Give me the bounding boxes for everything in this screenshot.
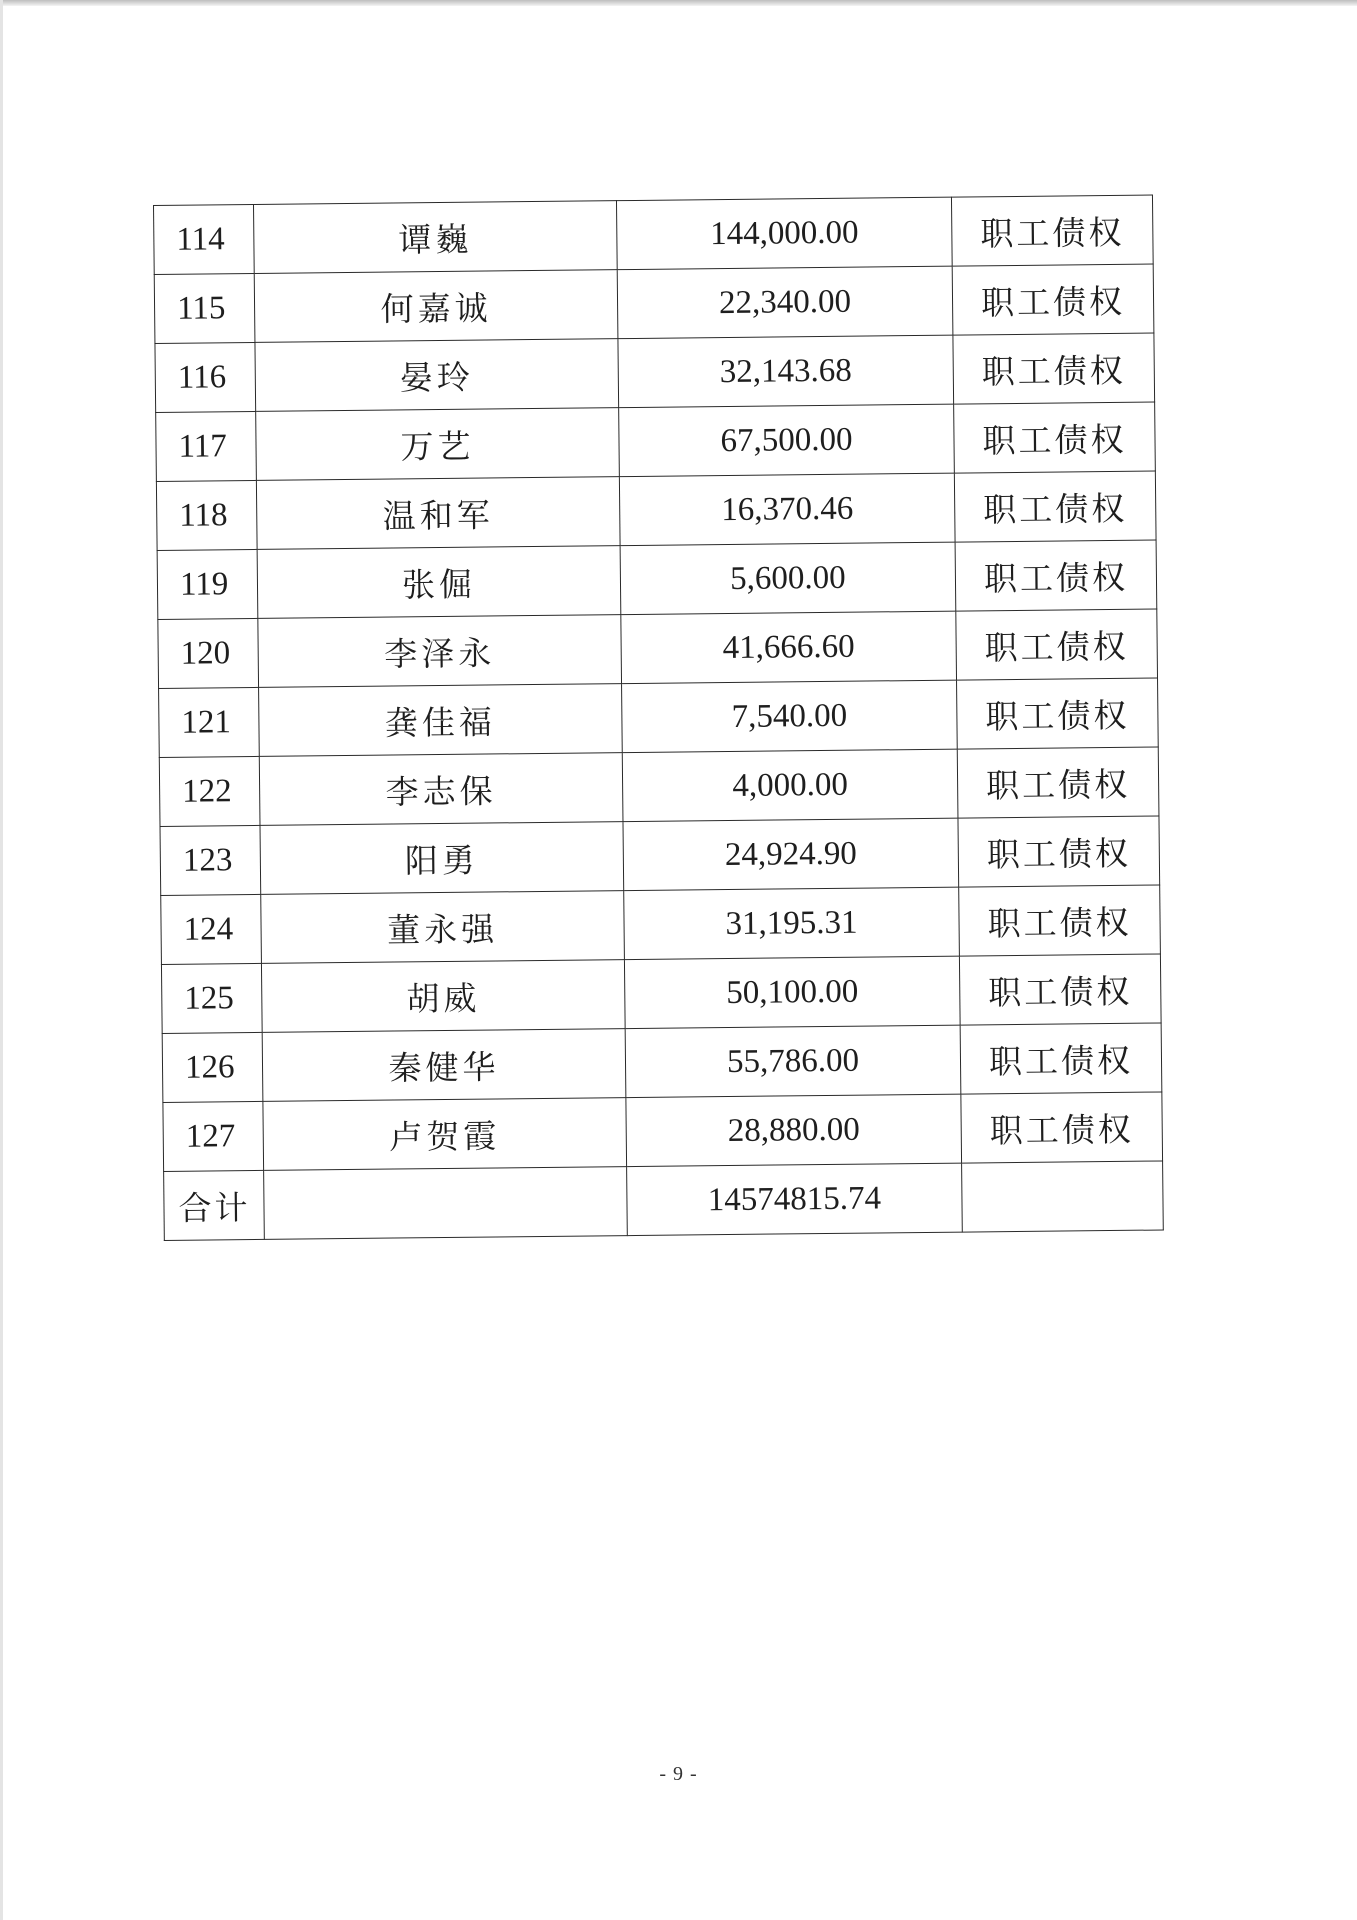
creditor-name: 张倔 [257,546,621,619]
claim-type: 职工债权 [958,816,1160,887]
claim-type: 职工债权 [957,747,1159,818]
creditor-name: 温和军 [256,477,620,550]
table-row [163,1092,1163,1171]
creditor-name: 谭巍 [253,201,617,274]
table-row [155,333,1155,412]
claim-amount: 144,000.00 [616,197,952,270]
creditor-name: 李志保 [259,753,623,826]
total-type-cell [962,1161,1164,1232]
table-row [154,195,1154,274]
row-seq: 126 [162,1032,263,1102]
creditor-name: 万艺 [256,408,620,481]
total-label: 合计 [164,1170,265,1240]
row-seq: 119 [157,549,258,619]
table-row [156,471,1156,550]
claim-type: 职工债权 [952,264,1154,335]
claim-amount: 4,000.00 [622,749,958,822]
table-row [158,609,1158,688]
claim-amount: 24,924.90 [623,818,959,891]
claim-type: 职工债权 [957,678,1159,749]
claim-amount: 28,880.00 [626,1094,962,1167]
table-row [159,678,1159,757]
creditor-name: 晏玲 [255,339,619,412]
scan-left-edge [0,0,3,1920]
claim-type: 职工债权 [955,540,1157,611]
claim-amount: 7,540.00 [622,680,958,753]
table-row [161,954,1161,1033]
claim-type: 职工债权 [953,333,1155,404]
total-name-cell [264,1167,628,1240]
creditor-name: 胡威 [261,960,625,1033]
table-row [157,540,1157,619]
page-number: - 9 - [659,1763,698,1785]
creditor-name: 秦健华 [262,1029,626,1102]
claim-type: 职工债权 [954,471,1156,542]
table-row [159,747,1159,826]
table-row [160,816,1160,895]
table-row [154,264,1154,343]
claim-amount: 41,666.60 [621,611,957,684]
scan-top-edge [0,0,1357,6]
claims-table-body [154,195,1164,1240]
row-seq: 122 [159,756,260,826]
creditor-name: 董永强 [261,891,625,964]
claim-amount: 67,500.00 [619,404,955,477]
row-seq: 121 [159,687,260,757]
claim-amount: 31,195.31 [624,887,960,960]
table-row [162,1023,1162,1102]
creditor-claims-table [153,195,1164,1241]
total-row [164,1161,1164,1240]
creditor-name: 李泽永 [258,615,622,688]
claim-amount: 50,100.00 [624,956,960,1029]
row-seq: 114 [154,204,255,274]
claim-type: 职工债权 [954,402,1156,473]
row-seq: 123 [160,825,261,895]
claim-type: 职工债权 [951,195,1153,266]
row-seq: 117 [156,411,257,481]
claim-type: 职工债权 [956,609,1158,680]
row-seq: 124 [161,894,262,964]
row-seq: 127 [163,1101,264,1171]
total-amount: 14574815.74 [627,1163,963,1236]
claim-amount: 32,143.68 [618,335,954,408]
creditor-name: 阳勇 [260,822,624,895]
row-seq: 118 [156,480,257,550]
claim-type: 职工债权 [960,1023,1162,1094]
creditor-name: 何嘉诚 [254,270,618,343]
claim-amount: 55,786.00 [625,1025,961,1098]
claim-type: 职工债权 [961,1092,1163,1163]
claim-amount: 22,340.00 [617,266,953,339]
row-seq: 120 [158,618,259,688]
creditor-name: 卢贺霞 [263,1098,627,1171]
claim-amount: 5,600.00 [620,542,956,615]
row-seq: 115 [154,273,255,343]
row-seq: 125 [161,963,262,1033]
creditor-name: 龚佳福 [259,684,623,757]
row-seq: 116 [155,342,256,412]
table-row [156,402,1156,481]
claim-amount: 16,370.46 [619,473,955,546]
table-row [161,885,1161,964]
claim-type: 职工债权 [959,954,1161,1025]
claim-type: 职工债权 [959,885,1161,956]
